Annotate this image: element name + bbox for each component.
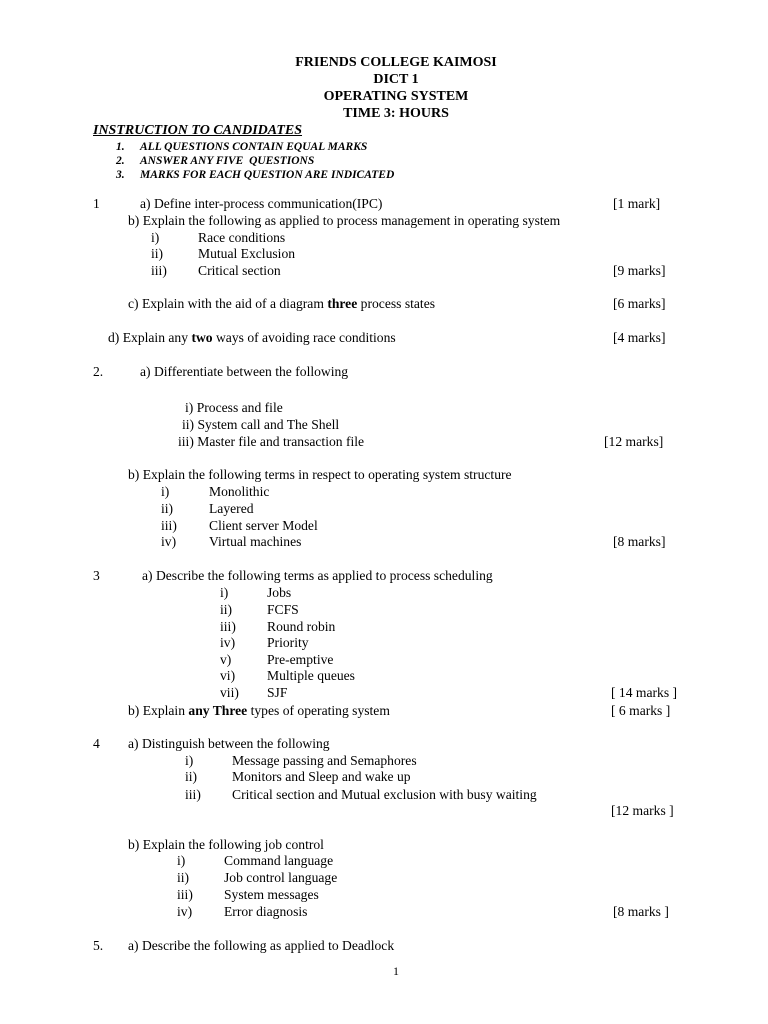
item-text: i) Process and file bbox=[185, 400, 283, 415]
item-text: Client server Model bbox=[209, 518, 318, 533]
college-name: FRIENDS COLLEGE KAIMOSI bbox=[295, 55, 497, 70]
item-number: iii) bbox=[161, 518, 177, 533]
item-text: Virtual machines bbox=[209, 534, 302, 549]
item-number: ii) bbox=[151, 246, 164, 261]
question-number: 5. bbox=[93, 938, 104, 953]
item-text: System messages bbox=[224, 887, 319, 902]
instruction-num: 1. bbox=[116, 141, 125, 153]
question-number: 1 bbox=[93, 196, 100, 211]
marks: [8 marks] bbox=[613, 534, 666, 549]
item-number: i) bbox=[185, 753, 194, 768]
item-text: Jobs bbox=[267, 585, 292, 600]
question-part: b) Explain the following job control bbox=[128, 837, 324, 852]
question-part bbox=[108, 330, 396, 346]
item-number: vi) bbox=[220, 668, 236, 683]
instruction-text: ANSWER ANY FIVE QUESTIONS bbox=[140, 155, 315, 167]
item-number: iv) bbox=[177, 904, 193, 919]
question-part: b) Explain the following as applied to process management in operating system bbox=[128, 213, 561, 228]
question-part: a) Differentiate between the following bbox=[140, 364, 349, 379]
marks: [1 mark] bbox=[613, 196, 661, 211]
page-number: 1 bbox=[393, 964, 399, 978]
instructions-title: INSTRUCTION TO CANDIDATES bbox=[93, 123, 303, 138]
item-text: Critical section and Mutual exclusion with busy waiting bbox=[232, 787, 537, 802]
item-number: v) bbox=[220, 652, 232, 667]
text-segment: process states bbox=[357, 296, 436, 311]
question-number: 3 bbox=[93, 568, 100, 583]
text-segment: c) Explain with the aid of a diagram bbox=[128, 296, 328, 311]
question-part: a) Describe the following terms as applied to process scheduling bbox=[142, 568, 493, 583]
item-text: Job control language bbox=[224, 870, 338, 885]
item-text: Critical section bbox=[198, 263, 281, 278]
text-segment: types of operating system bbox=[247, 703, 390, 718]
question-part bbox=[128, 296, 435, 312]
item-text: Layered bbox=[209, 501, 254, 516]
marks: [6 marks] bbox=[613, 296, 666, 311]
item-text: Priority bbox=[267, 635, 309, 650]
item-text: Race conditions bbox=[198, 230, 286, 245]
marks: [9 marks] bbox=[613, 263, 666, 278]
course-code: DICT 1 bbox=[373, 72, 419, 87]
instruction-text: ALL QUESTIONS CONTAIN EQUAL MARKS bbox=[140, 141, 368, 153]
marks: [12 marks ] bbox=[611, 803, 674, 818]
item-text: Pre-emptive bbox=[267, 652, 334, 667]
item-text: Monolithic bbox=[209, 484, 270, 499]
question-part bbox=[128, 703, 390, 719]
item-text: Error diagnosis bbox=[224, 904, 308, 919]
item-text: Mutual Exclusion bbox=[198, 246, 296, 261]
item-number: ii) bbox=[220, 602, 233, 617]
item-number: iii) bbox=[151, 263, 167, 278]
emphasis-word: any Three bbox=[188, 703, 248, 718]
question-part: a) Distinguish between the following bbox=[128, 736, 330, 751]
item-number: i) bbox=[177, 853, 186, 868]
instruction-text: MARKS FOR EACH QUESTION ARE INDICATED bbox=[140, 169, 395, 181]
item-text: FCFS bbox=[267, 602, 299, 617]
subject-title: OPERATING SYSTEM bbox=[323, 89, 469, 104]
item-number: i) bbox=[151, 230, 160, 245]
item-text: SJF bbox=[267, 685, 288, 700]
item-number: iv) bbox=[161, 534, 177, 549]
question-part: a) Describe the following as applied to Deadlock bbox=[128, 938, 395, 953]
item-text: Monitors and Sleep and wake up bbox=[232, 769, 411, 784]
exam-time: TIME 3: HOURS bbox=[343, 106, 449, 121]
emphasis-word: three bbox=[327, 296, 358, 311]
item-text: Multiple queues bbox=[267, 668, 355, 683]
item-text: Round robin bbox=[267, 619, 336, 634]
item-number: iii) bbox=[220, 619, 236, 634]
item-text: Command language bbox=[224, 853, 334, 868]
marks: [12 marks] bbox=[604, 434, 664, 449]
item-text: Message passing and Semaphores bbox=[232, 753, 417, 768]
item-text: ii) System call and The Shell bbox=[182, 417, 340, 432]
question-part: b) Explain the following terms in respect to operating system structure bbox=[128, 467, 512, 482]
item-number: iii) bbox=[177, 887, 193, 902]
question-number: 4 bbox=[93, 736, 100, 751]
marks: [ 6 marks ] bbox=[611, 703, 671, 718]
text-segment: d) Explain any bbox=[108, 330, 192, 345]
instruction-num: 3. bbox=[116, 169, 125, 181]
marks: [8 marks ] bbox=[613, 904, 669, 919]
text-segment: ways of avoiding race conditions bbox=[212, 330, 396, 345]
marks: [4 marks] bbox=[613, 330, 666, 345]
text-segment: b) Explain bbox=[128, 703, 189, 718]
emphasis-word: two bbox=[191, 330, 213, 345]
item-number: i) bbox=[161, 484, 170, 499]
item-number: ii) bbox=[177, 870, 190, 885]
instruction-num: 2. bbox=[116, 155, 125, 167]
item-number: iv) bbox=[220, 635, 236, 650]
item-number: vii) bbox=[220, 685, 239, 700]
item-number: ii) bbox=[161, 501, 174, 516]
marks: [ 14 marks ] bbox=[611, 685, 678, 700]
item-number: ii) bbox=[185, 769, 198, 784]
item-text: iii) Master file and transaction file bbox=[178, 434, 365, 449]
item-number: i) bbox=[220, 585, 229, 600]
item-number: iii) bbox=[185, 787, 201, 802]
question-number: 2. bbox=[93, 364, 104, 379]
question-part: a) Define inter-process communication(IPC) bbox=[140, 196, 383, 211]
